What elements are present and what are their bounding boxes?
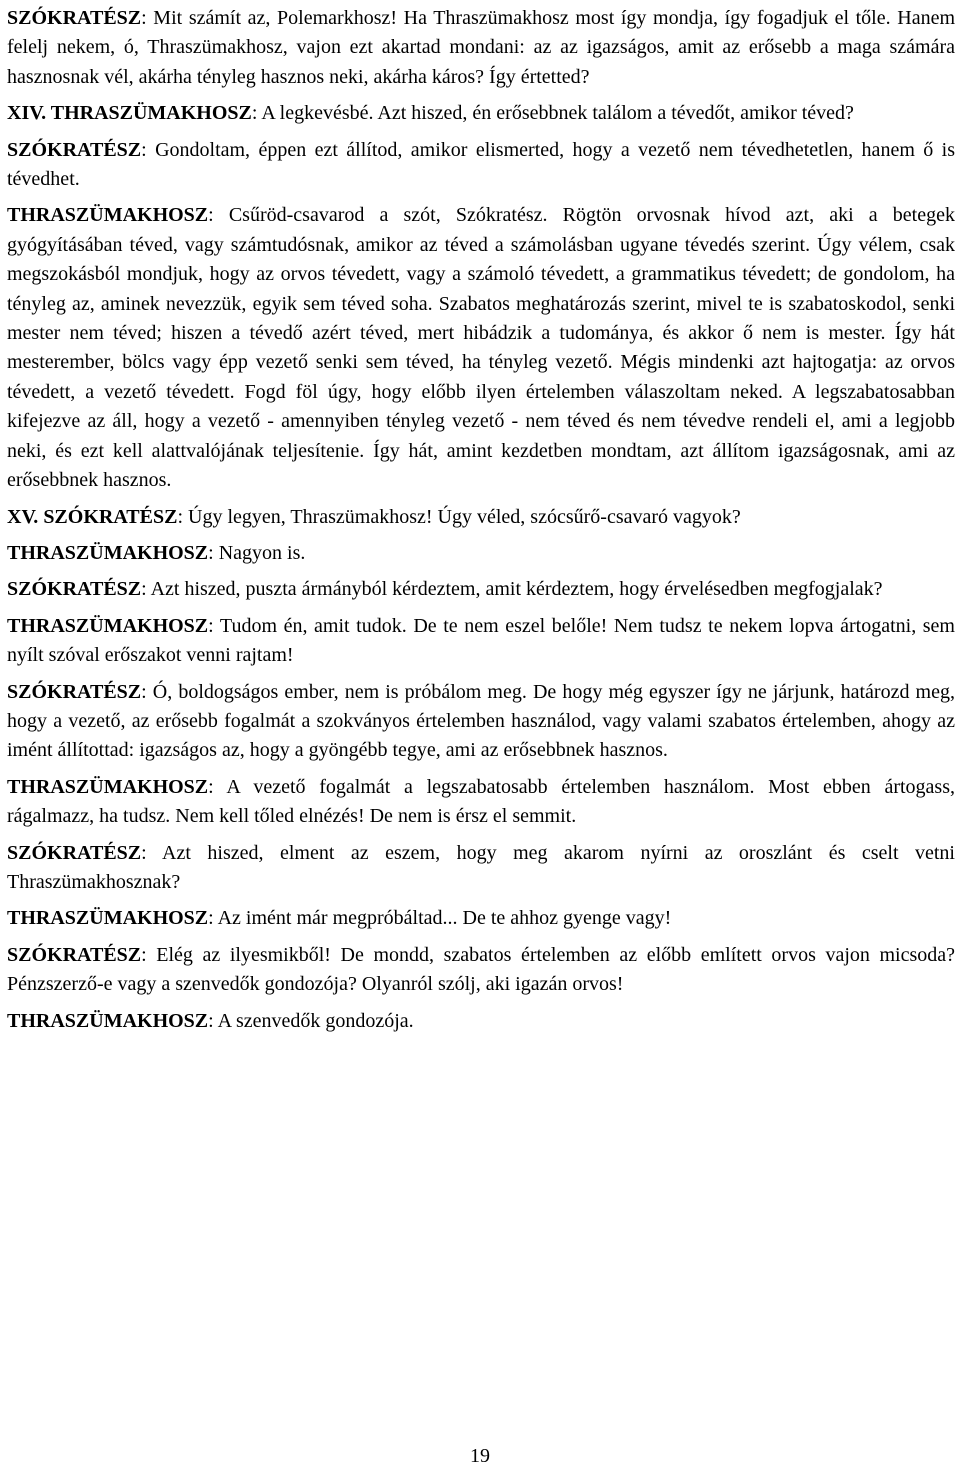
dialogue-paragraph — [7, 575, 955, 604]
section-number: XIV. — [7, 102, 51, 125]
dialogue-paragraph — [7, 839, 955, 898]
dialogue-paragraph — [7, 904, 955, 933]
section-number: XV. — [7, 505, 44, 528]
page-number: 19 — [470, 1445, 490, 1467]
speaker-name: SZÓKRATÉSZ — [7, 841, 142, 864]
speaker-name: THRASZÜMAKHOSZ — [50, 102, 252, 125]
dialogue-paragraph — [7, 99, 955, 128]
dialogue-paragraph — [7, 201, 955, 495]
dialogue-paragraph — [7, 612, 955, 671]
speech-text: : Tudom én, amit tudok. De te nem eszel belőle! Nem tudsz te nekem lopva ártogatni, sem nyílt szóval erőszakot venni rajtam! — [7, 614, 955, 667]
speaker-name: THRASZÜMAKHOSZ — [7, 907, 209, 930]
speech-text: : Ó, boldogságos ember, nem is próbálom meg. De hogy még egyszer így ne járjunk, határozd meg, hogy a vezető, az erősebb fogalmát a szokványos értelemben használod, vagy valami szabatos értelemben, ahogy az imént állítottad: igazságos az, hogy a gyöngébb tegye, ami az erősebbnek hasznos. — [7, 680, 955, 762]
speaker-name: SZÓKRATÉSZ — [7, 138, 142, 161]
speaker-name: SZÓKRATÉSZ — [7, 680, 142, 703]
speech-text: : Csűröd-csavarod a szót, Szókratész. Rögtön orvosnak hívod azt, aki a betegek gyógyításában téved, vagy számtudósnak, amikor az téved a számolásban ugyane tévedés szerint. Úgy vélem, csak megszokásból mondjuk, hogy az orvos tévedett, vagy a számoló tévedett, a grammatikus tévedett; de gondolom, ha tényleg az, aminek nevezzük, egyik sem téved soha. Szabatos meghatározás szerint, mivel te is szabatoskodol, senki mester nem téved; hiszen a tévedő azért téved, mert hibádzik a tudománya, és akkor ő nem is mester. Így hát mesterember, bölcs vagy épp vezető senki sem téved, ha tényleg vezető. Mégis mindenki azt hajtogatja: az orvos tévedett, a vezető tévedett. Fogd föl úgy, hogy előbb ilyen értelemben válaszoltam neked. A legszabatosabban kifejezve az áll, hogy a vezető - amennyiben tényleg vezető - nem téved és nem tévedve rendeli el, ami a legjobb neki, és ezt kell alattvalójának teljesítenie. Így hát, amint kezdetben mondtam, azt állítom igazságosnak, ami az erősebbnek hasznos. — [7, 204, 955, 492]
dialogue-paragraph — [7, 136, 955, 195]
speech-text: : Úgy legyen, Thraszümakhosz! Úgy véled, szócsűrő-csavaró vagyok? — [177, 505, 741, 528]
dialogue-paragraph — [7, 503, 955, 532]
speaker-name: SZÓKRATÉSZ — [7, 7, 142, 29]
speaker-name: SZÓKRATÉSZ — [7, 578, 142, 601]
dialogue-paragraph — [7, 941, 955, 1000]
speech-text: : Nagyon is. — [208, 541, 306, 564]
speech-text: : A vezető fogalmát a legszabatosabb értelemben használom. Most ebben ártogass, rágalmazz, ha tudsz. Nem kell tőled elnézés! De nem is érsz el semmit. — [7, 775, 955, 828]
speaker-name: SZÓKRATÉSZ — [7, 943, 142, 966]
speech-text: : A legkevésbé. Azt hiszed, én erősebbnek találom a tévedőt, amikor téved? — [251, 102, 854, 125]
speech-text: : A szenvedők gondozója. — [208, 1009, 414, 1032]
dialogue-paragraph — [7, 773, 955, 832]
speaker-name: SZÓKRATÉSZ — [43, 505, 178, 528]
dialogue-paragraph — [7, 678, 955, 766]
speech-text: : Gondoltam, éppen ezt állítod, amikor elismerted, hogy a vezető nem tévedhetetlen, hanem ő is tévedhet. — [7, 138, 955, 191]
speech-text: : Az imént már megpróbáltad... De te ahhoz gyenge vagy! — [208, 907, 672, 930]
dialogue-paragraph — [7, 539, 955, 568]
speech-text: : Azt hiszed, elment az eszem, hogy meg akarom nyírni az oroszlánt és cselt vetni Thraszümakhosznak? — [7, 841, 955, 893]
document-body — [7, 4, 955, 1043]
dialogue-paragraph — [7, 1007, 955, 1036]
speaker-name: THRASZÜMAKHOSZ — [7, 1009, 209, 1032]
speech-text: : Azt hiszed, puszta ármányból kérdeztem, amit kérdeztem, hogy érvelésedben megfogjalak? — [141, 578, 883, 601]
speaker-name: THRASZÜMAKHOSZ — [7, 204, 209, 227]
speech-text: : Elég az ilyesmikből! De mondd, szabatos értelemben az előbb említett orvos vajon micsoda? Pénzszerző-e vagy a szenvedők gondozója? Olyanról szólj, aki igazán orvos! — [7, 943, 955, 996]
speaker-name: THRASZÜMAKHOSZ — [7, 614, 209, 637]
dialogue-paragraph — [7, 4, 955, 92]
speaker-name: THRASZÜMAKHOSZ — [7, 541, 209, 564]
speech-text: : Mit számít az, Polemarkhosz! Ha Thraszümakhosz most így mondja, így fogadjuk el tőle. Hanem felelj nekem, ó, Thraszümakhosz, vajon ezt akartad mondani: az az igazságos, amit az erősebb a maga számára hasznosnak vél, akárha tényleg hasznos neki, akárha káros? Így értetted? — [7, 7, 955, 88]
speaker-name: THRASZÜMAKHOSZ — [7, 775, 209, 798]
